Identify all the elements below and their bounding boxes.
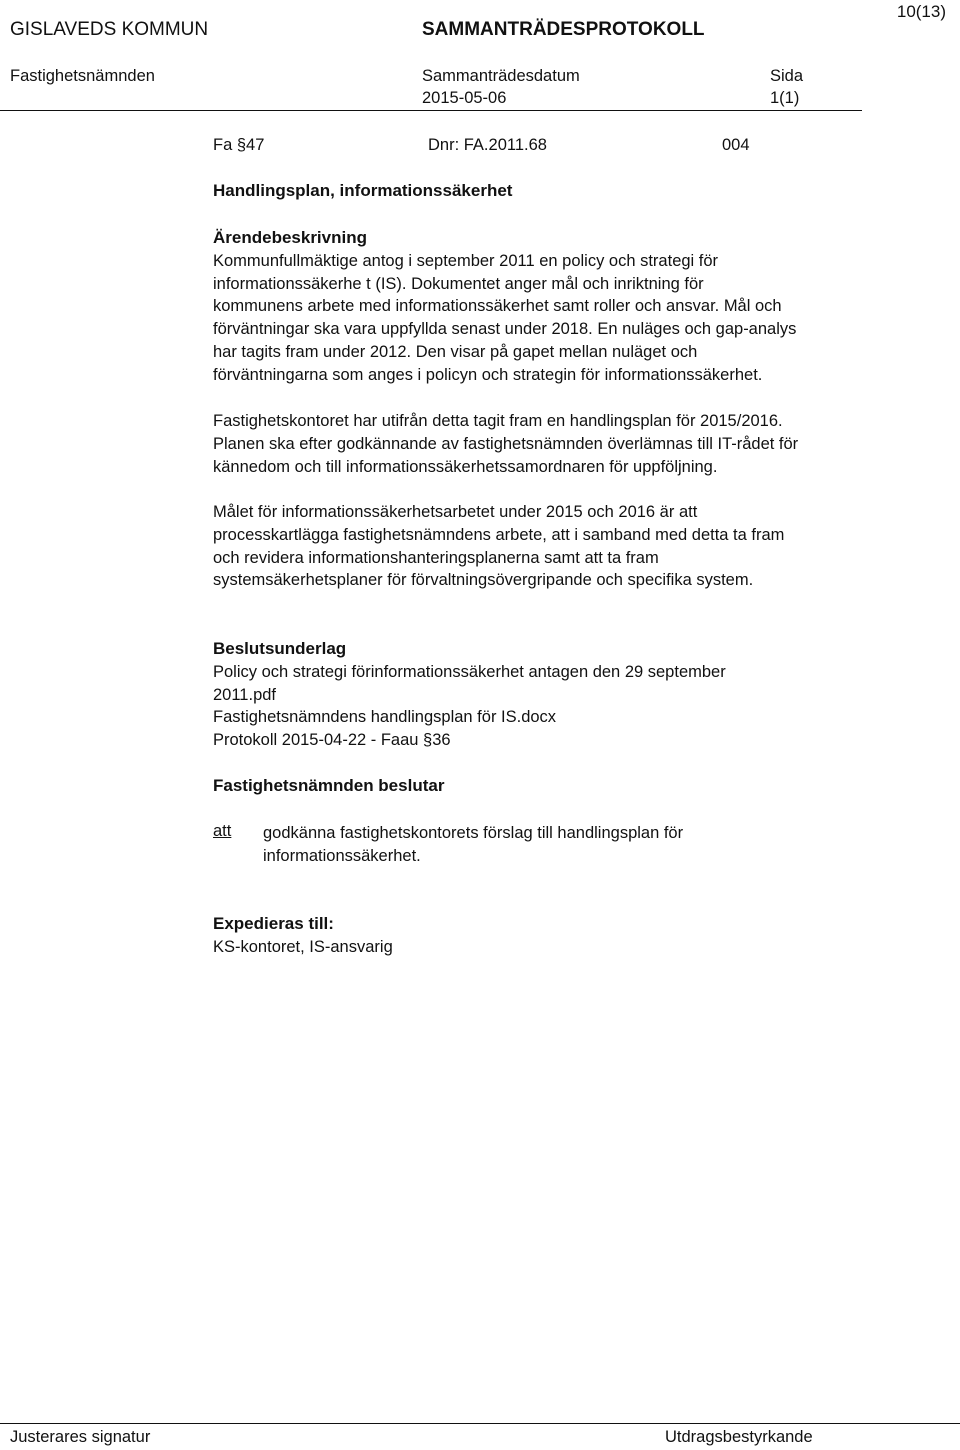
description-line: kommunens arbete med informationssäkerhet samt roller och ansvar. Mål och bbox=[213, 297, 782, 316]
description-paragraph-3 bbox=[213, 501, 873, 592]
paragraph-line: och revidera informationshanteringsplanerna samt att ta fram bbox=[213, 548, 659, 567]
decision-line: informationssäkerhet. bbox=[263, 846, 421, 865]
basis-section bbox=[213, 638, 873, 752]
description-line: Kommunfullmäktige antog i september 2011 en policy och strategi för bbox=[213, 251, 719, 270]
basis-line: Protokoll 2015-04-22 - Faau §36 bbox=[213, 731, 451, 750]
decision-text bbox=[263, 822, 863, 868]
paragraph-line: kännedom och till informationssäkerhetssamordnaren för uppföljning. bbox=[213, 457, 718, 476]
description-paragraph-2 bbox=[213, 410, 873, 478]
dispatch-heading: Expedieras till: bbox=[213, 914, 334, 933]
paragraph-line: Målet för informationssäkerhetsarbetet under 2015 och 2016 är att bbox=[213, 503, 698, 521]
basis-line: 2011.pdf bbox=[213, 685, 277, 704]
basis-line: Fastighetsnämndens handlingsplan för IS.docx bbox=[213, 708, 557, 727]
footer-signature-label: Justerares signatur bbox=[10, 1428, 151, 1446]
decision-att: att bbox=[213, 822, 232, 840]
meeting-date-label: Sammanträdesdatum bbox=[422, 67, 580, 85]
paragraph-line: processkartlägga fastighetsnämndens arbete, att i samband med detta ta fram bbox=[213, 525, 785, 544]
decision-heading: Fastighetsnämnden beslutar bbox=[213, 776, 445, 795]
paragraph-line: systemsäkerhetsplaner för förvaltningsövergripande och specifika system. bbox=[213, 571, 754, 590]
paragraph-line: Planen ska efter godkännande av fastighetsnämnden överlämnas till IT-rådet för bbox=[213, 434, 799, 453]
description-line: informationssäkerhe t (IS). Dokumentet anger mål och inriktning för bbox=[213, 274, 704, 293]
page-label: Sida bbox=[770, 67, 804, 85]
document-type: SAMMANTRÄDESPROTOKOLL bbox=[422, 19, 705, 40]
paragraph-number: Fa §47 bbox=[213, 136, 265, 154]
municipality-name: GISLAVEDS KOMMUN bbox=[10, 19, 209, 40]
paragraph-line: Fastighetskontoret har utifrån detta tagit fram en handlingsplan för 2015/2016. bbox=[213, 412, 783, 430]
meeting-date-value: 2015-05-06 bbox=[422, 89, 507, 107]
decision-line: godkänna fastighetskontorets förslag till handlingsplan för bbox=[263, 824, 684, 842]
description-heading: Ärendebeskrivning bbox=[213, 228, 367, 247]
description-line: förväntningar ska vara uppfyllda senast under 2018. En nuläges och gap-analys bbox=[213, 320, 797, 339]
dispatch-section bbox=[213, 913, 873, 959]
case-title: Handlingsplan, informationssäkerhet bbox=[213, 181, 513, 200]
footer-certification-label: Utdragsbestyrkande bbox=[665, 1428, 813, 1446]
page-value: 1(1) bbox=[770, 89, 800, 107]
description-line: förväntningarna som anges i policyn och strategin för informationssäkerhet. bbox=[213, 365, 763, 384]
case-code: 004 bbox=[722, 136, 750, 154]
diary-number: Dnr: FA.2011.68 bbox=[428, 136, 547, 154]
dispatch-recipients: KS-kontoret, IS-ansvarig bbox=[213, 937, 393, 956]
basis-heading: Beslutsunderlag bbox=[213, 639, 347, 658]
board-name: Fastighetsnämnden bbox=[10, 67, 155, 85]
footer-rule bbox=[0, 1423, 960, 1424]
page-number: 10(13) bbox=[896, 2, 946, 21]
description-section bbox=[213, 227, 873, 387]
header-rule bbox=[0, 110, 862, 111]
description-line: har tagits fram under 2012. Den visar på gapet mellan nuläget och bbox=[213, 342, 698, 361]
basis-line: Policy och strategi förinformationssäkerhet antagen den 29 september bbox=[213, 662, 726, 681]
